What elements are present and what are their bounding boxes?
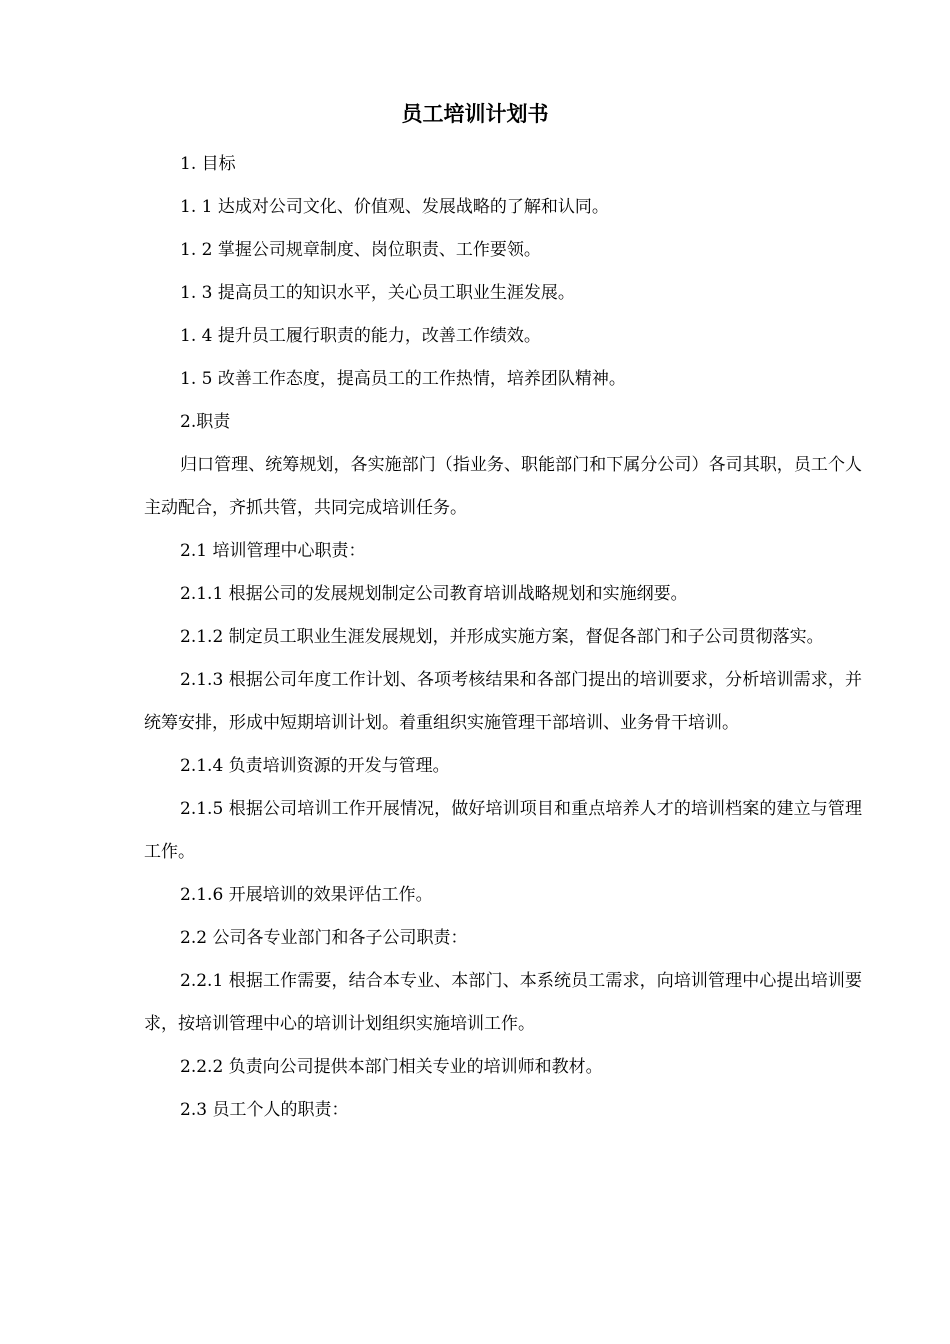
paragraph-duty-2-3: 2.3 员工个人的职责： <box>180 1100 349 1120</box>
paragraph-duty-2-2: 2.2 公司各专业部门和各子公司职责： <box>180 928 468 948</box>
paragraph-duty-2-2-2: 2.2.2 负责向公司提供本部门相关专业的培训师和教材。 <box>180 1057 603 1077</box>
document-title: 员工培训计划书 <box>401 101 549 126</box>
paragraph-goal-1-4: 1. 4 提升员工履行职责的能力，改善工作绩效。 <box>180 326 541 346</box>
paragraph-goal-1-1: 1. 1 达成对公司文化、价值观、发展战略的了解和认同。 <box>180 197 609 217</box>
paragraph-duty-2-2-1: 2.2.1 根据工作需要，结合本专业、本部门、本系统员工需求，向培训管理中心提出培训要求，按培训管理中心的培训计划组织实施培训工作。 <box>144 971 862 1034</box>
paragraph-duty-2-1: 2.1 培训管理中心职责： <box>180 541 366 561</box>
paragraph-duty-intro: 归口管理、统筹规划，各实施部门（指业务、职能部门和下属分公司）各司其职，员工个人主动配合，齐抓共管，共同完成培训任务。 <box>144 455 862 518</box>
paragraph-duty-2-1-4: 2.1.4 负责培训资源的开发与管理。 <box>180 756 450 776</box>
paragraph-duty-2-1-6: 2.1.6 开展培训的效果评估工作。 <box>180 885 433 905</box>
paragraph-duty-2-1-1: 2.1.1 根据公司的发展规划制定公司教育培训战略规划和实施纲要。 <box>180 584 688 604</box>
paragraph-duty-heading: 2.职责 <box>180 412 231 432</box>
paragraph-goal-1-5: 1. 5 改善工作态度，提高员工的工作热情，培养团队精神。 <box>180 369 626 389</box>
paragraph-goal-heading: 1. 目标 <box>180 154 236 174</box>
document-body <box>144 143 862 1132</box>
paragraph-goal-1-2: 1. 2 掌握公司规章制度、岗位职责、工作要领。 <box>180 240 541 260</box>
paragraph-duty-2-1-5: 2.1.5 根据公司培训工作开展情况，做好培训项目和重点培养人才的培训档案的建立与管理工作。 <box>144 799 862 862</box>
paragraph-goal-1-3: 1. 3 提高员工的知识水平，关心员工职业生涯发展。 <box>180 283 575 303</box>
paragraph-duty-2-1-3: 2.1.3 根据公司年度工作计划、各项考核结果和各部门提出的培训要求，分析培训需求，并统筹安排，形成中短期培训计划。着重组织实施管理干部培训、业务骨干培训。 <box>144 670 862 733</box>
paragraph-duty-2-1-2: 2.1.2 制定员工职业生涯发展规划，并形成实施方案，督促各部门和子公司贯彻落实。 <box>180 627 824 647</box>
